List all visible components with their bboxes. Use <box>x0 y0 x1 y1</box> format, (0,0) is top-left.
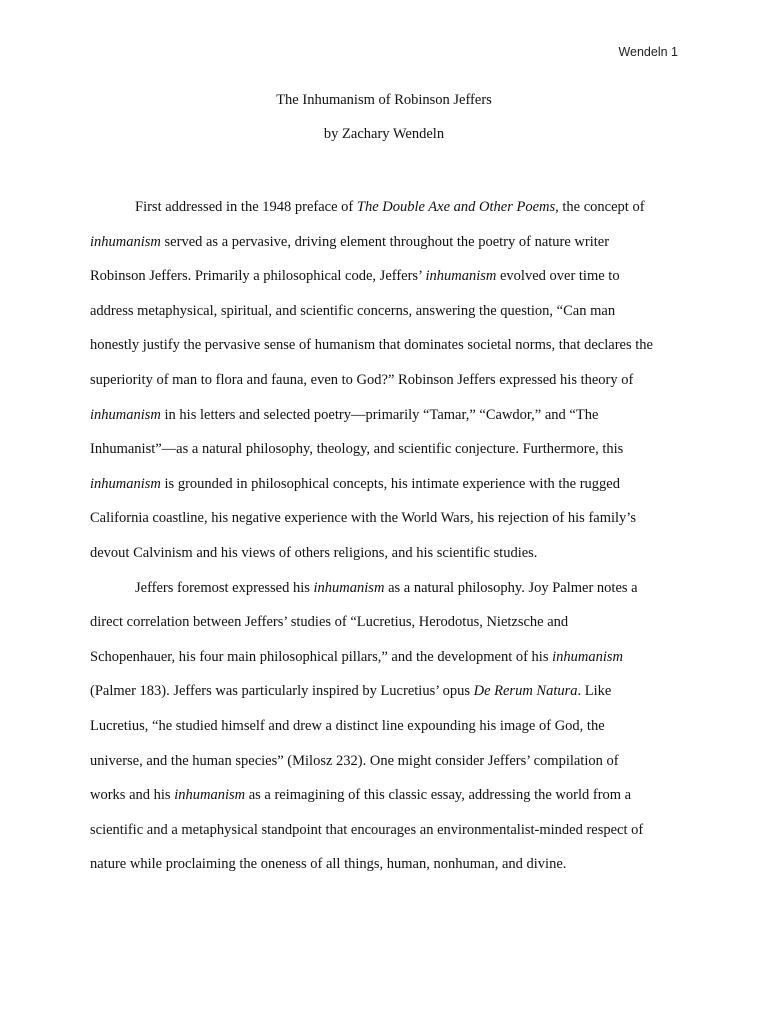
byline: by Zachary Wendeln <box>323 126 445 142</box>
text-line <box>90 605 682 640</box>
document-title: The Inhumanism of Robinson Jeffers <box>276 92 492 108</box>
text-run: Lucretius, “he studied himself and drew a distinct line expounding his image of God, the <box>90 717 605 734</box>
text-run: scientific and a metaphysical standpoint that encourages an environmentalist-minded respect of <box>90 821 644 838</box>
italic-text: inhumanism <box>313 579 385 596</box>
text-line <box>90 501 682 536</box>
text-run: as a reimagining of this classic essay, addressing the world from a <box>245 787 632 804</box>
text-line <box>90 571 682 606</box>
text-line <box>90 225 682 260</box>
text-line <box>90 328 682 363</box>
text-line <box>90 709 682 744</box>
text-run: is grounded in philosophical concepts, his intimate experience with the rugged <box>160 475 620 492</box>
text-run: Jeffers foremost expressed his <box>135 579 314 596</box>
text-line <box>90 674 682 709</box>
italic-text: inhumanism <box>90 406 161 423</box>
text-line <box>90 190 682 225</box>
text-run: Robinson Jeffers. Primarily a philosophical code, Jeffers’ <box>90 268 426 285</box>
text-line <box>90 398 682 433</box>
text-run: direct correlation between Jeffers’ studies of “Lucretius, Herodotus, Nietzsche and <box>90 614 569 631</box>
text-line <box>90 847 682 882</box>
text-line <box>90 363 682 398</box>
italic-text: inhumanism <box>552 648 624 665</box>
text-run: served as a pervasive, driving element throughout the poetry of nature writer <box>160 233 610 250</box>
text-line <box>90 640 682 675</box>
paragraph <box>90 190 682 571</box>
text-line <box>90 467 682 502</box>
text-run: superiority of man to flora and fauna, even to God?” Robinson Jeffers expressed his theory of <box>90 371 634 388</box>
text-run: universe, and the human species” (Milosz 232). One might consider Jeffers’ compilation of <box>90 752 619 769</box>
text-line <box>90 432 682 467</box>
text-run: First addressed in the 1948 preface of <box>135 199 357 215</box>
italic-text: inhumanism <box>90 475 161 492</box>
text-run: honestly justify the pervasive sense of humanism that dominates societal norms, that declares the <box>90 337 653 354</box>
text-run: evolved over time to <box>496 268 620 285</box>
running-head: Wendeln 1 <box>618 45 678 59</box>
italic-text: The Double Axe and Other Poems <box>356 199 556 215</box>
text-line <box>90 294 682 329</box>
text-run: (Palmer 183). Jeffers was particularly inspired by Lucretius’ opus <box>90 683 474 700</box>
italic-text: inhumanism <box>90 233 161 250</box>
italic-text: inhumanism <box>174 787 246 804</box>
essay-body <box>90 190 682 882</box>
text-run: California coastline, his negative experience with the World Wars, his rejection of his family’s <box>90 510 636 527</box>
text-run: in his letters and selected poetry—primarily “Tamar,” “Cawdor,” and “The <box>160 406 599 423</box>
paragraph <box>90 571 682 882</box>
text-run: Inhumanist”—as a natural philosophy, theology, and scientific conjecture. Furthermore, this <box>90 441 624 458</box>
text-run: address metaphysical, spiritual, and scientific concerns, answering the question, “Can man <box>90 302 616 319</box>
text-run: nature while proclaiming the oneness of all things, human, nonhuman, and divine. <box>90 856 567 873</box>
text-line <box>90 813 682 848</box>
text-line <box>90 259 682 294</box>
text-run: as a natural philosophy. Joy Palmer notes a <box>384 579 638 596</box>
italic-text: De Rerum Natura <box>473 683 578 700</box>
text-run: devout Calvinism and his views of others religions, and his scientific studies. <box>90 544 538 561</box>
text-run: , the concept of <box>555 199 645 215</box>
text-line <box>90 744 682 779</box>
text-line <box>90 778 682 813</box>
text-run: works and his <box>90 787 175 804</box>
italic-text: inhumanism <box>425 268 497 285</box>
text-run: Schopenhauer, his four main philosophical pillars,” and the development of his <box>90 648 553 665</box>
text-line <box>90 536 682 571</box>
text-run: . Like <box>577 683 612 700</box>
